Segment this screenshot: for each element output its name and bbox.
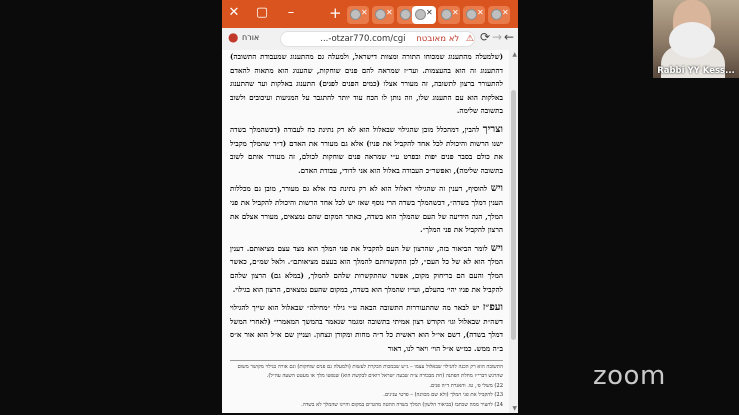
tab-favicon-icon	[441, 9, 452, 20]
url-text[interactable]: otzar770.com/cgi-...	[320, 34, 406, 44]
page-content	[222, 50, 518, 413]
browser-window	[222, 0, 518, 413]
document-paragraph: ויש לומר הביאור בזה, שהרצון של העם להקביל את פני המלך הוא מצד עצם מציאותם. דענין המלך הוא לא של כל העם״, לכן התקשרותם להמלך הוא בעצם מציאותם״. ולאל שמ״ם, כאשר המלך והעם הם בריחוק מקום, אפשר שהתקשרות שלהם להמלך, (במלא גם) הרצון שלהם להקביל את פניו יהי׳ בהעלם, ועי״ז שהמלך הוא בשדה, במקום שהעם נמצאים, הרצון הוא בגילוי.	[230, 242, 503, 294]
document-paragraph: (שלמעלה מהתענוג שמכוחו התורה ומצוות דישראל, ולמעלה גם מהתענוג שמעבודת התשובה) דהתענוג זה הוא בהעצמות. ועד״ז שמראה להם פנים שוחקות, שהענוג הוא מתאוה להאדם להתעורר ברצון לתשובה, זה מעורר אצלו (כמים הפנים לפנים) התענוג באלקות ועד שהתענוג באלקות הוא עם התענוג שלו, וזה נותן לו הכח עוד יותר להתגבר על המניעות ועיכובים ולשוב בתשובה שלימה.	[230, 52, 503, 116]
close-tab-icon[interactable]: ✕	[477, 8, 484, 17]
scanned-document-page	[222, 50, 509, 413]
scroll-up-icon[interactable]: ▲	[512, 51, 517, 58]
browser-tab[interactable]	[463, 6, 485, 24]
participant-video-tile[interactable]	[653, 0, 739, 78]
tab-favicon-icon	[491, 9, 502, 20]
not-secure-warning-icon[interactable]: ⚠	[465, 34, 474, 44]
participant-beard	[669, 22, 715, 58]
tab-favicon-icon	[375, 9, 386, 20]
profile-avatar-icon[interactable]: ●	[228, 30, 239, 44]
scrollbar-thumb[interactable]	[511, 90, 516, 340]
minimize-window-button[interactable]: –	[287, 5, 295, 20]
not-secure-label[interactable]: לא מאובטח	[416, 34, 460, 44]
vertical-scrollbar[interactable]	[509, 50, 518, 413]
document-paragraph: וצריך להבין, דמהכלל מובן שהגילוי שבאלול הוא לא רק נתינת כח לעבודה (דכשהמלך בשדה ישנו הרשות והיכולת לכל אחד להקביל את פניו) אלא גם מעורר את האדם (ד״ר שהמלך מקביל את כולם בסבר פנים יפות ובפרט ע״י שמראה פנים שוחקות לכולם, זה מעורר אותם לשוב בתשובה שלימה), ואפשר״כ העבודה באלול הוא אני לדודי, עבודת האדם.	[230, 123, 503, 175]
guest-label[interactable]: אורח	[242, 33, 260, 42]
document-paragraph: ועפ״ז יש לבאר מה שהתעוררות התשובה הבאה ע״י גילוי ״מחילה״ שבאלול הוא שייך להגילוי דשה״ת שבאלול וגו׳ הקודש רצון אמיתי בתשובה ומגמר שנאמר בהמשך המאמרי״ (לאחרי המשל דמלך בשדה), דשם אי״ל הוא ראשית כל ד״ה מחות ומקורן ונצחון. ועניין שם א״ל הוא אור א״ס ב״ה ממש. כמ״ש א״ל הוי׳ ויאר לנו, דאור	[230, 302, 503, 353]
close-tab-icon[interactable]: ✕	[361, 8, 368, 17]
close-tab-icon[interactable]: ✕	[452, 8, 459, 17]
tab-bar	[222, 0, 518, 28]
close-tab-icon[interactable]: ✕	[502, 8, 509, 17]
scroll-down-icon[interactable]: ▼	[512, 405, 517, 412]
browser-tab[interactable]	[347, 6, 369, 24]
forward-icon[interactable]: →	[492, 30, 503, 44]
browser-tab[interactable]	[438, 6, 460, 24]
browser-tab[interactable]	[372, 6, 394, 24]
reload-icon[interactable]: ⟳	[480, 30, 491, 44]
restore-window-button[interactable]: ▢	[255, 5, 269, 20]
tab-favicon-icon	[466, 9, 477, 20]
tab-favicon-icon	[400, 9, 411, 20]
footnote: 23) להקביל את פני המלך (ולא שם מכוונה) – פרטי ענינים.	[383, 392, 503, 399]
footnote: 24) להעיר ממה שכתבו (בביאור הלשון) המלך בשדה ההטה מהטיים במקום והיינו שהמלך לא בשדה.	[301, 401, 503, 408]
close-tab-icon[interactable]: ✕	[386, 8, 393, 17]
address-bar	[222, 28, 518, 51]
browser-tab-active[interactable]	[412, 6, 436, 24]
close-window-button[interactable]: ✕	[228, 5, 240, 20]
participant-name: Rabbi YY Kess...	[657, 66, 735, 76]
new-tab-button[interactable]: +	[329, 4, 342, 22]
zoom-logo: zoom	[593, 361, 666, 391]
footnote: 22) משלי פ׳, טו. והאגרת ד״ה פנים.	[429, 382, 503, 389]
close-tab-icon[interactable]: ✕	[426, 8, 433, 17]
omnibox[interactable]	[280, 31, 475, 47]
tab-favicon-icon	[415, 9, 426, 20]
back-icon[interactable]: ←	[504, 30, 515, 44]
tab-favicon-icon	[350, 9, 361, 20]
footnote: התשובה הוא רק הכנה להגילוי שבאלול עצמו – ג״ש שבמכות הבקרת לעשות (ולמעלה גם פנים שוחקות) וגם אורה בגילוי מקושר משום שהרגש דברי״ז מחלת הפתנה (חת מבכורה צ״ה שבעה ישראל רואים לבקשת הוא) שנפשו מלך או מעטט השעה עה״ל).	[237, 364, 503, 380]
document-paragraph: ויש להוסיף, דענין זה שהגילוי דאלול הוא לא רק נתינת כח אלא גם מעורר, מובן גם מכללות הענין דמלך בשדה״, דכשהמלך בשדה הרי נוסף שאז יש לכל אחד הרשות והיכולת להקביל את פני המלך, הנה הידיעה של העם שהמלך הוא בשדה, כאתר המקום שהם נמצאים, מעורר אצלם את הרצון להקביל את פני המלך״.	[230, 183, 503, 235]
footnotes	[230, 360, 503, 409]
browser-tab[interactable]	[488, 6, 510, 24]
